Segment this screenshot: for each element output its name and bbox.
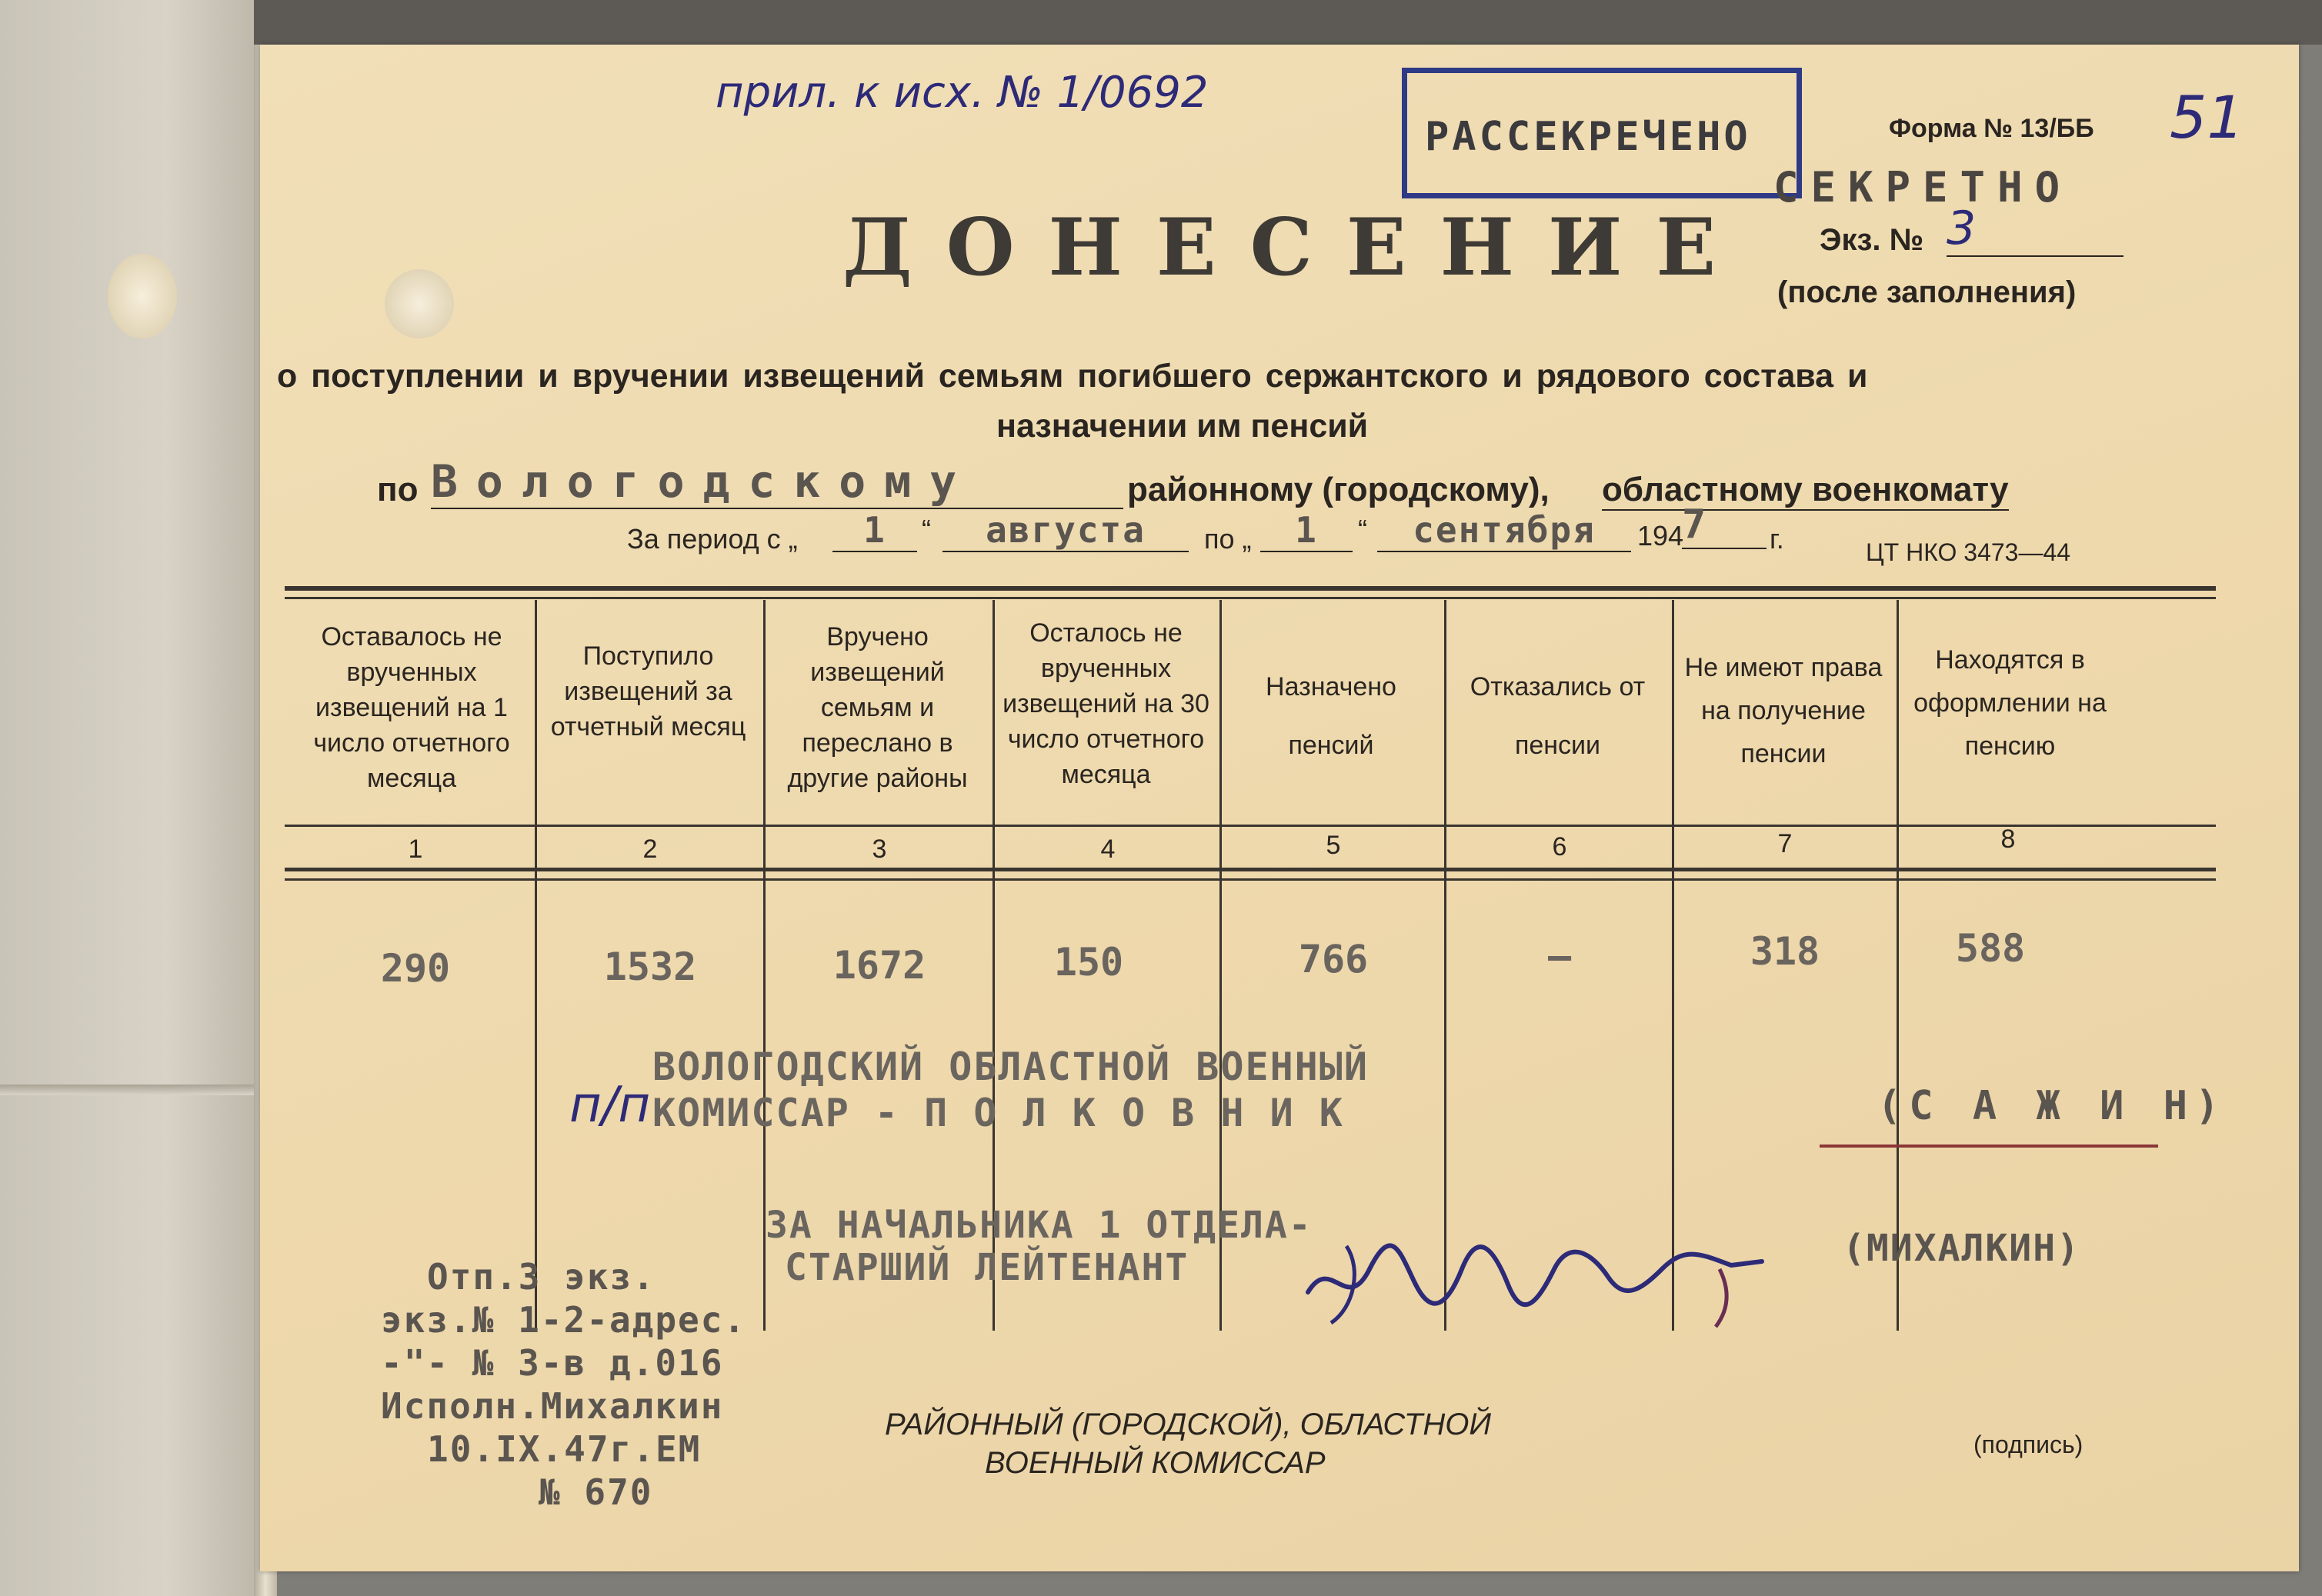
column-number: 7 (1777, 829, 1793, 858)
table-header-cell: Поступило извещений за отчетный месяц (550, 641, 746, 741)
copy-label: Экз. № (1820, 223, 1924, 257)
period-to-label: по „ (1204, 523, 1252, 555)
period-quote: “ (1358, 514, 1367, 545)
district-suffix-b: областному военкомату (1602, 471, 2009, 511)
table-cell: 318 (1750, 929, 1820, 974)
period-quote: “ (922, 514, 931, 545)
commissar-title-line2: КОМИССАР - П О Л К О В Н И К (652, 1091, 1344, 1135)
table-cell: 588 (1955, 926, 2026, 971)
footer-line1: РАЙОННЫЙ (ГОРОДСКОЙ), ОБЛАСТНОЙ (885, 1408, 1491, 1441)
column-number: 2 (642, 835, 658, 864)
table-top-border (285, 586, 2216, 591)
secrecy-label: СЕКРЕТНО (1773, 163, 2073, 212)
left-page (0, 0, 277, 1596)
table-header-cell: Находятся в оформлении на пенсию (1913, 645, 2107, 761)
period-to-month: сентября (1377, 509, 1631, 552)
after-filling-note: (после заполнения) (1777, 275, 2077, 309)
table-header-cell: Оставалось не врученных извещений на 1 число отчетного месяца (313, 622, 510, 793)
table-cell: — (1547, 934, 1572, 978)
dispatch-note-line: 10.IX.47г.ЕМ (427, 1428, 702, 1470)
dispatch-note-line: Отп.3 экз. (427, 1256, 656, 1298)
signature-label: (подпись) (1973, 1431, 2083, 1458)
period-to-day: 1 (1260, 509, 1353, 552)
period-from-month: августа (942, 509, 1189, 552)
period-year-end: г. (1770, 523, 1784, 555)
table-cell: 290 (380, 946, 451, 991)
period-year-prefix: 194 (1637, 520, 1684, 551)
period-label: За период с „ (627, 523, 798, 555)
commissar-name: (С А Ж И Н) (1877, 1083, 2227, 1129)
column-number: 8 (2000, 825, 2016, 854)
document-subtitle-line1: о поступлении и вручении извещений семьям погибшего сержантского и рядового состава и (277, 358, 1868, 395)
chief-title-line2: СТАРШИЙ ЛЕЙТЕНАНТ (785, 1246, 1189, 1289)
column-number: 1 (408, 835, 423, 864)
background-edge (254, 0, 2322, 45)
table-column-line (535, 600, 537, 1331)
copy-number: 3 (1947, 202, 2123, 257)
dispatch-note-line: экз.№ 1-2-адрес. (381, 1299, 747, 1341)
commissar-title-line1: ВОЛОГОДСКИЙ ОБЛАСТНОЙ ВОЕННЫЙ (652, 1045, 1369, 1089)
dispatch-note-line: -"- № 3-в д.016 (381, 1342, 724, 1384)
table-number-divider-inner (285, 878, 2216, 881)
table-top-border-inner (285, 597, 2216, 599)
handwritten-note: прил. к исх. № 1/0692 (716, 68, 1209, 118)
dispatch-note-line: Исполн.Михалкин (381, 1385, 724, 1427)
table-header-cell: Отказались от пенсии (1470, 672, 1646, 760)
table-cell: 1672 (832, 943, 926, 988)
table-cell: 150 (1053, 940, 1124, 985)
form-number: Форма № 13/ББ (1889, 114, 2094, 143)
document-subtitle-line2: назначении им пенсий (996, 408, 1369, 445)
table-header-cell: Не имеют права на получение пенсии (1684, 653, 1883, 768)
page-fold (0, 1085, 277, 1095)
table-cell: 766 (1298, 937, 1369, 981)
declassified-stamp-text: РАССЕКРЕЧЕНО (1425, 114, 1751, 160)
column-number: 5 (1326, 831, 1341, 860)
period-from-day: 1 (832, 509, 917, 552)
paper-tear (108, 254, 177, 338)
column-number: 6 (1552, 832, 1567, 861)
table-number-divider (285, 868, 2216, 871)
table-header-cell: Осталось не врученных извещений на 30 число отчетного месяца (1003, 618, 1209, 789)
chief-title-line1: ЗА НАЧАЛЬНИКА 1 ОТДЕЛА- (766, 1204, 1313, 1247)
period-year-suffix: 7 (1682, 501, 1767, 549)
district-prefix: по (377, 471, 419, 508)
table-header-cell: Вручено извещений семьям и переслано в другие районы (787, 622, 968, 793)
handwritten-pp: п/п (569, 1077, 651, 1134)
column-number: 3 (872, 835, 887, 864)
footer-line2: ВОЕННЫЙ КОМИССАР (985, 1446, 1326, 1480)
table-header-cell: Назначено пенсий (1266, 672, 1396, 760)
tsnko-code: ЦТ НКО 3473—44 (1866, 538, 2071, 566)
table-cell: 1532 (603, 945, 697, 989)
dispatch-note-line: № 670 (539, 1471, 653, 1513)
handwritten-page-number: 51 (2170, 83, 2244, 152)
district-suffix-a: районному (городскому), (1127, 471, 1550, 508)
document-title: ДОНЕСЕНИЕ (842, 202, 1750, 294)
district-value: Вологодскому (431, 455, 1123, 509)
paper-tear (385, 269, 454, 338)
column-number: 4 (1100, 835, 1116, 864)
chief-name: (МИХАЛКИН) (1843, 1227, 2080, 1270)
handwritten-signature (1300, 1223, 1777, 1331)
signature-underline (1820, 1145, 2158, 1148)
